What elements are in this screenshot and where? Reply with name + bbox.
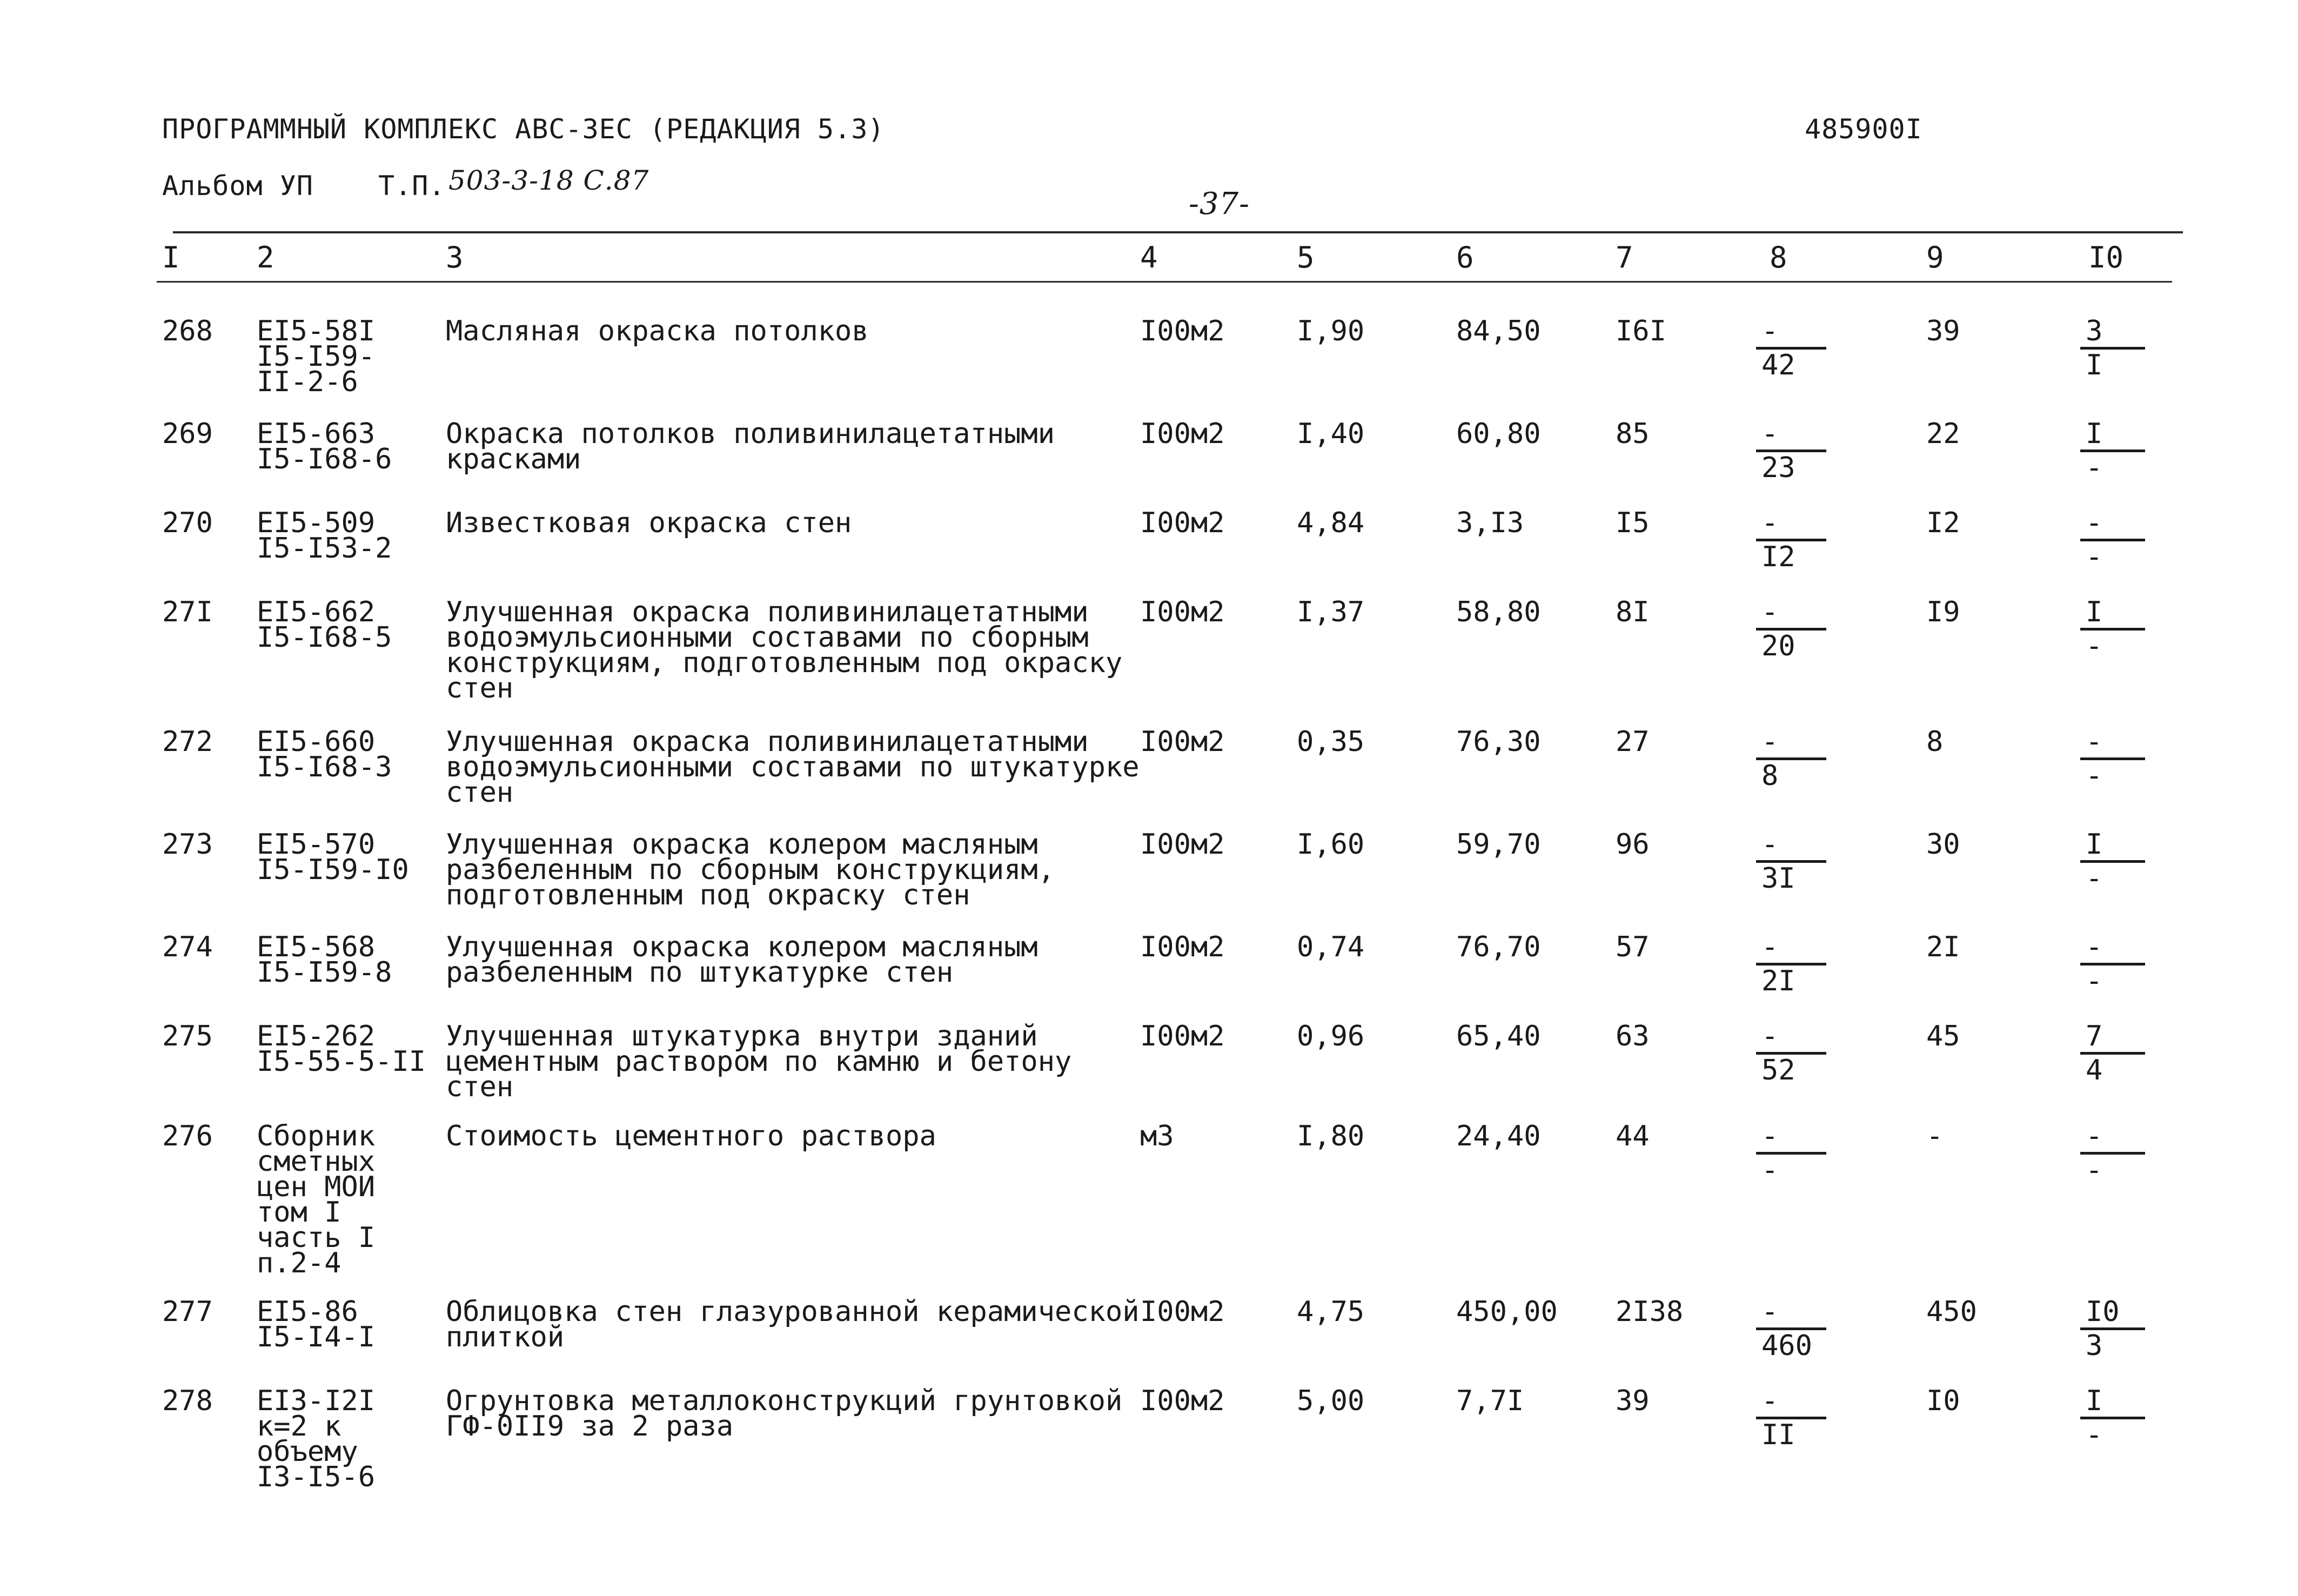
col-header-10: I0 — [2088, 240, 2124, 274]
tp-label: Т.П. — [378, 170, 446, 202]
col-header-4: 4 — [1140, 240, 1158, 274]
col10-numerator: - — [2080, 1124, 2145, 1155]
unit-price: 7,7I — [1456, 1385, 1524, 1417]
col8-numerator: - — [1756, 600, 1826, 631]
col8-fraction — [1756, 1385, 1826, 1451]
col10-numerator: 7 — [2080, 1024, 2145, 1055]
unit-price: 76,30 — [1456, 726, 1541, 758]
unit: I00м2 — [1140, 507, 1225, 539]
quantity: I,40 — [1297, 418, 1365, 450]
total-cost: 85 — [1616, 418, 1650, 450]
col8-denominator: II — [1761, 1419, 1795, 1451]
row-number: 269 — [162, 418, 213, 450]
work-description: Масляная окраска потолков — [446, 315, 869, 347]
norm-code: EI5-568 I5-I59-8 — [257, 931, 392, 989]
col9-value: 39 — [1926, 315, 1960, 347]
col-header-6: 6 — [1456, 240, 1474, 274]
col-header-3: 3 — [446, 240, 464, 274]
unit: I00м2 — [1140, 315, 1225, 347]
page-number: -37- — [1189, 186, 1250, 222]
col8-numerator: - — [1756, 1299, 1826, 1330]
total-cost: I5 — [1616, 507, 1650, 539]
col8-numerator: - — [1756, 1024, 1826, 1055]
col10-fraction — [2080, 418, 2145, 484]
col8-numerator: - — [1756, 511, 1826, 541]
col10-fraction — [2080, 596, 2145, 662]
quantity: 5,00 — [1297, 1385, 1365, 1417]
norm-code: EI5-262 I5-55-5-II — [257, 1020, 426, 1078]
row-number: 277 — [162, 1296, 213, 1328]
quantity: 0,96 — [1297, 1020, 1365, 1052]
col10-numerator: I — [2080, 1389, 2145, 1419]
row-number: 278 — [162, 1385, 213, 1417]
col10-denominator: - — [2086, 760, 2103, 792]
work-description: Улучшенная окраска поливинилацетатными водоэмульсионными составами по сборным конструкциям, подготовленным под окраску стен — [446, 596, 1123, 705]
unit-price: 450,00 — [1456, 1296, 1558, 1328]
quantity: I,60 — [1297, 828, 1365, 861]
col10-fraction — [2080, 1120, 2145, 1186]
col10-numerator: I — [2080, 421, 2145, 452]
total-cost: I6I — [1616, 315, 1666, 347]
col10-denominator: 4 — [2086, 1054, 2103, 1087]
quantity: I,37 — [1297, 596, 1365, 628]
norm-code: Сборник сметных цен МОИ том I часть I п.2-4 — [257, 1120, 376, 1279]
col8-denominator: 460 — [1761, 1330, 1812, 1362]
col10-fraction — [2080, 315, 2145, 381]
col9-value: 22 — [1926, 418, 1960, 450]
row-number: 270 — [162, 507, 213, 539]
col8-numerator: - — [1756, 935, 1826, 965]
row-number: 268 — [162, 315, 213, 347]
top-rule — [173, 231, 2183, 233]
norm-code: EI5-509 I5-I53-2 — [257, 507, 392, 565]
col8-fraction — [1756, 315, 1826, 381]
norm-code: EI5-663 I5-I68-6 — [257, 418, 392, 475]
col10-numerator: I — [2080, 600, 2145, 631]
col10-denominator: - — [2086, 1154, 2103, 1186]
unit-price: 84,50 — [1456, 315, 1541, 347]
col9-value: 30 — [1926, 828, 1960, 861]
col8-numerator: - — [1756, 729, 1826, 760]
work-description: Улучшенная окраска колером масляным разбеленным по сборным конструкциям, подготовленным под окраску стен — [446, 828, 1055, 911]
col8-numerator: - — [1756, 1124, 1826, 1155]
col10-denominator: - — [2086, 541, 2103, 573]
col8-numerator: - — [1756, 421, 1826, 452]
unit: I00м2 — [1140, 1385, 1225, 1417]
col-header-8: 8 — [1770, 240, 1787, 274]
col10-numerator: - — [2080, 729, 2145, 760]
col8-fraction — [1756, 507, 1826, 573]
col8-numerator: - — [1756, 319, 1826, 350]
col8-fraction — [1756, 726, 1826, 792]
work-description: Улучшенная окраска колером масляным разбеленным по штукатурке стен — [446, 931, 1038, 989]
col9-value: 450 — [1926, 1296, 1977, 1328]
col10-numerator: I — [2080, 832, 2145, 863]
col8-denominator: 42 — [1761, 349, 1795, 381]
norm-code: EI5-662 I5-I68-5 — [257, 596, 392, 654]
total-cost: 27 — [1616, 726, 1650, 758]
unit: I00м2 — [1140, 726, 1225, 758]
col9-value: I9 — [1926, 596, 1960, 628]
col10-fraction — [2080, 1296, 2145, 1362]
document-number: 485900I — [1805, 113, 1922, 145]
unit: I00м2 — [1140, 1296, 1225, 1328]
row-number: 272 — [162, 726, 213, 758]
norm-code: EI5-58I I5-I59- II-2-6 — [257, 315, 376, 398]
work-description: Окраска потолков поливинилацетатными красками — [446, 418, 1055, 475]
col8-fraction — [1756, 418, 1826, 484]
col-header-2: 2 — [257, 240, 274, 274]
col10-denominator: - — [2086, 1419, 2103, 1451]
col10-fraction — [2080, 1385, 2145, 1451]
col9-value: 8 — [1926, 726, 1944, 758]
col10-denominator: 3 — [2086, 1330, 2103, 1362]
quantity: I,80 — [1297, 1120, 1365, 1152]
col10-denominator: I — [2086, 349, 2103, 381]
unit: м3 — [1140, 1120, 1174, 1152]
work-description: Улучшенная окраска поливинилацетатными водоэмульсионными составами по штукатурке стен — [446, 726, 1140, 809]
total-cost: 44 — [1616, 1120, 1650, 1152]
unit-price: 24,40 — [1456, 1120, 1541, 1152]
col10-fraction — [2080, 931, 2145, 997]
quantity: 4,84 — [1297, 507, 1365, 539]
col10-fraction — [2080, 726, 2145, 792]
col9-value: - — [1926, 1120, 1944, 1152]
total-cost: 63 — [1616, 1020, 1650, 1052]
work-description: Облицовка стен глазурованной керамической плиткой — [446, 1296, 1140, 1353]
col10-numerator: - — [2080, 935, 2145, 965]
unit: I00м2 — [1140, 828, 1225, 861]
quantity: 0,35 — [1297, 726, 1365, 758]
row-number: 273 — [162, 828, 213, 861]
col10-denominator: - — [2086, 452, 2103, 484]
col8-numerator: - — [1756, 832, 1826, 863]
col8-fraction — [1756, 596, 1826, 662]
col8-denominator: 20 — [1761, 630, 1795, 662]
col8-fraction — [1756, 931, 1826, 997]
col9-value: 2I — [1926, 931, 1960, 963]
col9-value: I0 — [1926, 1385, 1960, 1417]
col8-fraction — [1756, 1120, 1826, 1186]
header-rule — [157, 281, 2172, 283]
col8-denominator: 23 — [1761, 452, 1795, 484]
col-header-7: 7 — [1616, 240, 1633, 274]
total-cost: 57 — [1616, 931, 1650, 963]
unit-price: 65,40 — [1456, 1020, 1541, 1052]
work-description: Стоимость цементного раствора — [446, 1120, 936, 1152]
col10-numerator: 3 — [2080, 319, 2145, 350]
col-header-1: I — [162, 240, 180, 274]
unit-price: 60,80 — [1456, 418, 1541, 450]
unit: I00м2 — [1140, 596, 1225, 628]
unit-price: 3,I3 — [1456, 507, 1524, 539]
norm-code: EI3-I2I к=2 к объему I3-I5-6 — [257, 1385, 376, 1493]
norm-code: EI5-86 I5-I4-I — [257, 1296, 376, 1353]
row-number: 276 — [162, 1120, 213, 1152]
unit: I00м2 — [1140, 418, 1225, 450]
unit-price: 76,70 — [1456, 931, 1541, 963]
quantity: I,90 — [1297, 315, 1365, 347]
col10-numerator: - — [2080, 511, 2145, 541]
col10-fraction — [2080, 828, 2145, 895]
col10-fraction — [2080, 507, 2145, 573]
col8-denominator: 8 — [1761, 760, 1779, 792]
total-cost: 2I38 — [1616, 1296, 1684, 1328]
unit-price: 59,70 — [1456, 828, 1541, 861]
quantity: 4,75 — [1297, 1296, 1365, 1328]
col8-denominator: 52 — [1761, 1054, 1795, 1087]
col8-denominator: - — [1761, 1154, 1779, 1186]
tp-value: 503-3-18 С.87 — [448, 165, 649, 196]
work-description: Огрунтовка металлоконструкций грунтовкой ГФ-0II9 за 2 раза — [446, 1385, 1123, 1443]
unit: I00м2 — [1140, 931, 1225, 963]
col-header-9: 9 — [1926, 240, 1944, 274]
unit-price: 58,80 — [1456, 596, 1541, 628]
col9-value: 45 — [1926, 1020, 1960, 1052]
col10-fraction — [2080, 1020, 2145, 1087]
work-description: Известковая окраска стен — [446, 507, 852, 539]
total-cost: 39 — [1616, 1385, 1650, 1417]
unit: I00м2 — [1140, 1020, 1225, 1052]
quantity: 0,74 — [1297, 931, 1365, 963]
col8-denominator: 3I — [1761, 862, 1795, 895]
program-title: ПРОГРАММНЫЙ КОМПЛЕКС АВС-ЗЕС (РЕДАКЦИЯ 5.3) — [162, 113, 885, 145]
col10-denominator: - — [2086, 965, 2103, 997]
col9-value: I2 — [1926, 507, 1960, 539]
work-description: Улучшенная штукатурка внутри зданий цементным раствором по камню и бетону стен — [446, 1020, 1072, 1103]
album-label: Альбом УП — [162, 170, 313, 202]
col8-fraction — [1756, 828, 1826, 895]
col8-fraction — [1756, 1296, 1826, 1362]
col10-denominator: - — [2086, 630, 2103, 662]
total-cost: 96 — [1616, 828, 1650, 861]
norm-code: EI5-660 I5-I68-3 — [257, 726, 392, 783]
row-number: 274 — [162, 931, 213, 963]
row-number: 27I — [162, 596, 213, 628]
col10-denominator: - — [2086, 862, 2103, 895]
row-number: 275 — [162, 1020, 213, 1052]
col8-fraction — [1756, 1020, 1826, 1087]
col8-numerator: - — [1756, 1389, 1826, 1419]
col10-numerator: I0 — [2080, 1299, 2145, 1330]
norm-code: EI5-570 I5-I59-I0 — [257, 828, 409, 886]
col-header-5: 5 — [1297, 240, 1315, 274]
col8-denominator: 2I — [1761, 965, 1795, 997]
col8-denominator: I2 — [1761, 541, 1795, 573]
total-cost: 8I — [1616, 596, 1650, 628]
